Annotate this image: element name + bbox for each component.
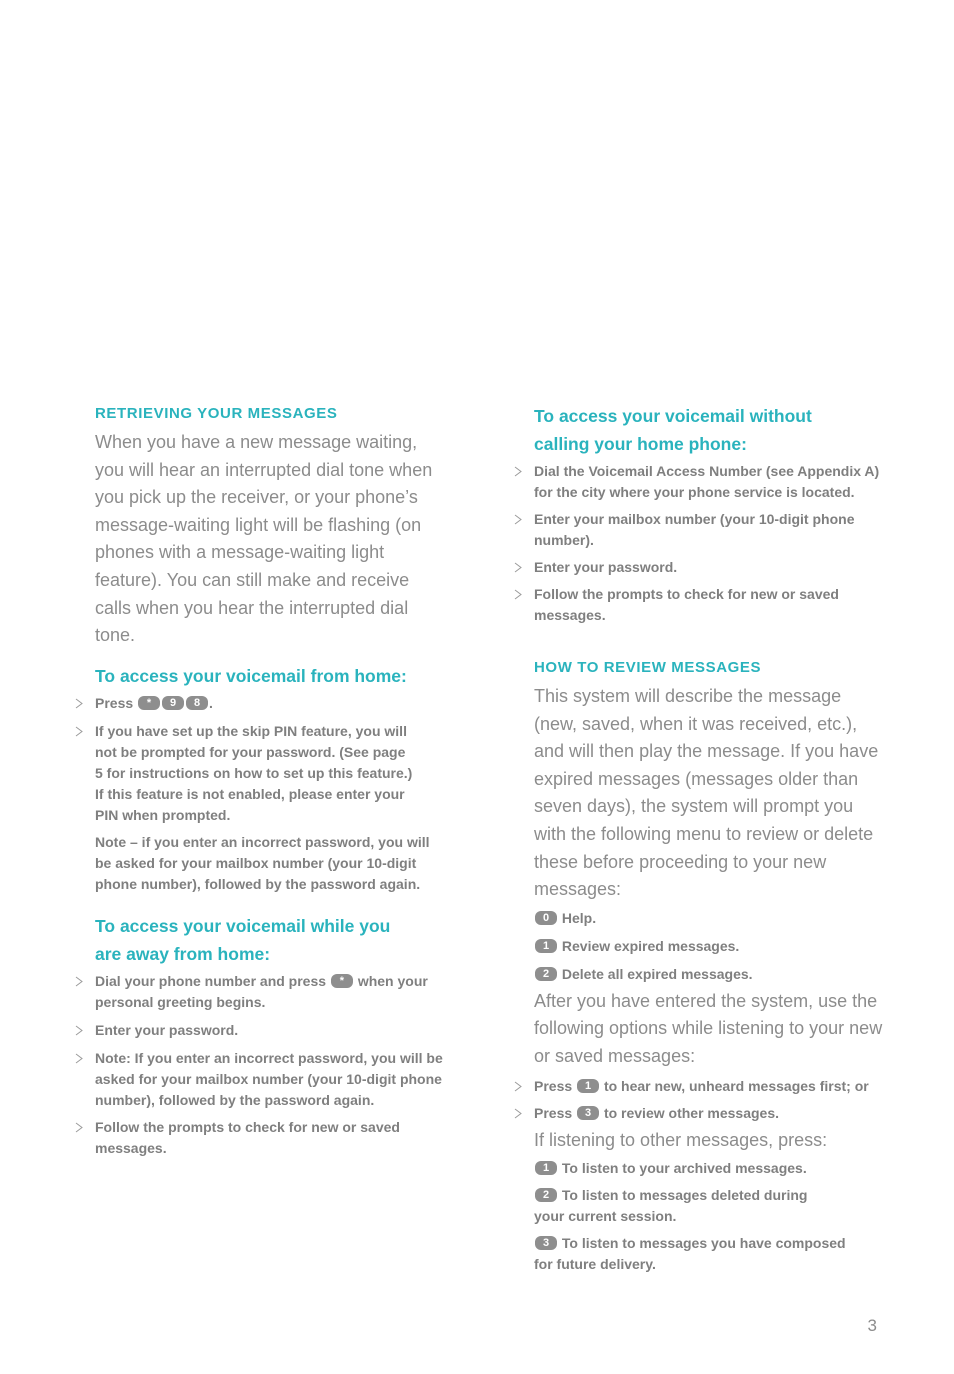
other-menu-label: To listen to messages deleted during your current session. — [534, 1187, 808, 1225]
home-press-label: Press — [95, 694, 134, 711]
without-step-text: Follow the prompts to check for new or saved messages. — [534, 586, 839, 623]
right-column — [534, 402, 884, 1275]
home-press-item — [95, 693, 445, 714]
two-key: 2 — [535, 967, 557, 981]
one-key: 1 — [577, 1079, 599, 1093]
away-dial-before: Dial your phone number and press — [95, 972, 327, 989]
two-key: 2 — [535, 1188, 557, 1202]
away-password-item — [95, 1020, 445, 1041]
away-note-item — [95, 1048, 445, 1111]
option-item — [534, 1076, 884, 1097]
without-step-text: Enter your password. — [534, 559, 678, 575]
other-menu-label: To listen to messages you have composed for future delivery. — [534, 1235, 846, 1273]
option-label: to review other messages. — [603, 1104, 780, 1121]
after-body: After you have entered the system, use the following options while listening to your new or saved messages: — [534, 990, 883, 1066]
option-press-label: Press — [534, 1104, 573, 1121]
zero-key: 0 — [535, 911, 557, 925]
chevron-right-icon — [514, 562, 523, 573]
chevron-right-icon — [514, 514, 523, 525]
home-heading: To access your voicemail from home: — [95, 665, 407, 686]
chevron-right-icon — [75, 726, 84, 737]
chevron-right-icon — [75, 1053, 84, 1064]
expired-menu-item — [534, 908, 884, 929]
other-menu-item — [534, 1158, 884, 1179]
option-press-label: Press — [534, 1077, 573, 1094]
chevron-right-icon — [514, 1081, 523, 1092]
star-key: * — [331, 974, 353, 988]
away-follow-text: Follow the prompts to check for new or saved messages. — [95, 1118, 400, 1156]
retrieving-body: When you have a new message waiting, you will hear an interrupted dial tone when you pick up the receiver, or your phone’s message-waiting light will be flashing (on phones with a message-waiting light feature). You can still make and receive calls when you hear the interrupted dial tone. — [95, 432, 433, 646]
chevron-right-icon — [514, 1108, 523, 1119]
option-item — [534, 1103, 884, 1124]
home-note: Note – if you enter an incorrect password, you will be asked for your mailbox number (your 10-digit phone number), followed by the password again. — [95, 833, 430, 892]
away-heading: To access your voicemail while you are away from home: — [95, 915, 391, 964]
nine-key: 9 — [162, 696, 184, 710]
chevron-right-icon — [75, 1122, 84, 1133]
other-menu-label: To listen to your archived messages. — [561, 1160, 807, 1177]
other-menu-item — [534, 1233, 854, 1275]
expired-menu-item — [534, 964, 884, 985]
retrieving-heading: RETRIEVING YOUR MESSAGES — [95, 405, 338, 422]
option-label: to hear new, unheard messages first; or — [603, 1077, 869, 1094]
three-key: 3 — [535, 1236, 557, 1250]
expired-menu-label: Review expired messages. — [561, 937, 740, 954]
page-number: 3 — [867, 1316, 877, 1335]
away-password-text: Enter your password. — [95, 1021, 239, 1038]
three-key: 3 — [577, 1106, 599, 1120]
away-follow-item — [95, 1117, 445, 1159]
without-step — [534, 584, 884, 626]
chevron-right-icon — [75, 976, 84, 987]
without-step-text: Enter your mailbox number (your 10-digit phone number). — [534, 511, 855, 548]
chevron-right-icon — [514, 589, 523, 600]
review-heading: HOW TO REVIEW MESSAGES — [534, 659, 762, 676]
review-body: This system will describe the message (new, saved, when it was received, etc.), and will then play the message. If you have expired messages (messages older than seven days), the system will prompt you with the following menu to review or delete these before proceeding to your new messages: — [534, 686, 879, 900]
away-note-text: Note: If you enter an incorrect password, you will be asked for your mailbox number (your 10-digit phone number), followed by the password again. — [95, 1049, 443, 1108]
without-step-text: Dial the Voicemail Access Number (see Appendix A) for the city where your phone service is located. — [534, 463, 880, 500]
one-key: 1 — [535, 1161, 557, 1175]
without-step — [534, 509, 884, 551]
without-step — [534, 461, 884, 503]
home-press-period: . — [209, 694, 213, 711]
without-heading: To access your voicemail without calling your home phone: — [534, 406, 812, 454]
without-step — [534, 557, 884, 578]
home-skip-pin-item — [95, 721, 445, 826]
away-dial-item — [95, 971, 445, 1013]
chevron-right-icon — [75, 1025, 84, 1036]
expired-menu-item — [534, 936, 884, 957]
star-key: * — [138, 696, 160, 710]
home-skip-pin-text: If you have set up the skip PIN feature, you will not be prompted for your password. (See page 5 for instructions on how to set up this feature.) If this feature is not enabled, please enter your PIN when prompted. — [95, 722, 413, 823]
left-column — [95, 402, 445, 1159]
listening-body: If listening to other messages, press: — [534, 1129, 828, 1150]
chevron-right-icon — [75, 698, 84, 709]
away-dial-after: when your personal greeting begins. — [95, 972, 428, 1010]
other-menu-item — [534, 1185, 834, 1227]
chevron-right-icon — [514, 466, 523, 477]
eight-key: 8 — [186, 696, 208, 710]
one-key: 1 — [535, 939, 557, 953]
expired-menu-label: Delete all expired messages. — [561, 965, 753, 982]
expired-menu-label: Help. — [561, 909, 597, 926]
